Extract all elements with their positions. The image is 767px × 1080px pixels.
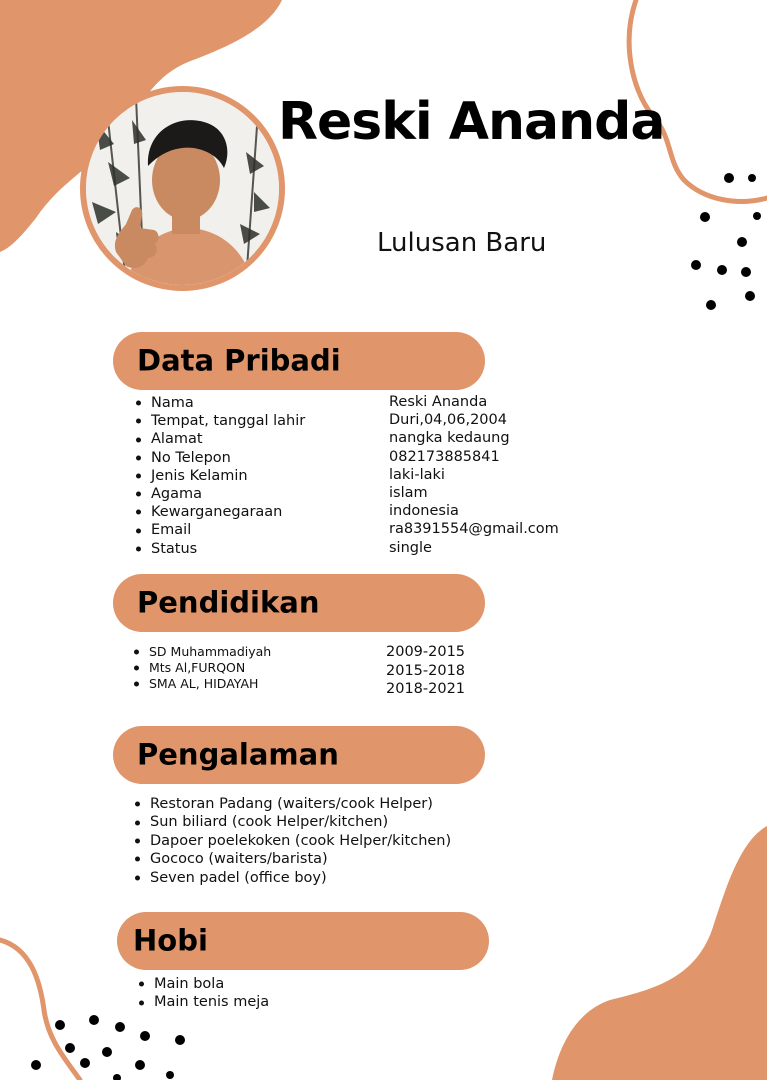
list-item: Main tenis meja — [137, 993, 269, 1011]
list-item: Tempat, tanggal lahir — [134, 412, 305, 430]
experience-list — [133, 795, 451, 887]
person-photo-icon — [86, 92, 279, 285]
value-text: laki-laki — [389, 466, 445, 483]
full-name-heading: Reski Ananda — [278, 92, 665, 152]
list-item: Status — [134, 540, 305, 558]
section-title: Pendidikan — [137, 585, 320, 620]
list-item: Mts Al,FURQON — [132, 660, 271, 676]
dots-bottom-left — [31, 1015, 185, 1080]
list-item: Agama — [134, 485, 305, 503]
year-range: 2009-2015 — [386, 644, 466, 660]
year-range: 2018-2021 — [386, 681, 466, 697]
profile-photo — [80, 86, 285, 291]
value-text: indonesia — [389, 503, 459, 520]
role-subtitle: Lulusan Baru — [377, 228, 547, 258]
value-text: single — [389, 539, 432, 556]
personal-values-list — [389, 393, 559, 557]
section-header-hobbies — [117, 912, 489, 970]
list-item: Nama — [134, 394, 305, 412]
list-item: SMA AL, HIDAYAH — [132, 676, 271, 692]
section-title: Pengalaman — [137, 737, 339, 772]
section-title: Data Pribadi — [137, 343, 341, 378]
value-text: ra8391554@gmail.com — [389, 521, 559, 538]
bottom-left-swoosh — [0, 940, 80, 1080]
value-text: 082173885841 — [389, 448, 500, 465]
hobbies-list — [137, 975, 269, 1012]
list-item: Sun biliard (cook Helper/kitchen) — [133, 813, 451, 831]
section-header-personal — [113, 332, 485, 390]
list-item: Jenis Kelamin — [134, 467, 305, 485]
section-header-experience — [113, 726, 485, 784]
list-item: Email — [134, 521, 305, 539]
value-text: Reski Ananda — [389, 394, 488, 410]
list-item: Gococo (waiters/barista) — [133, 850, 451, 868]
list-item: Kewarganegaraan — [134, 503, 305, 521]
education-years-list — [386, 643, 465, 699]
value-text: islam — [389, 485, 428, 502]
value-text: nangka kedaung — [389, 430, 510, 447]
section-header-education — [113, 574, 485, 632]
personal-labels-list — [134, 394, 305, 558]
list-item: SD Muhammadiyah — [132, 644, 271, 660]
year-range: 2015-2018 — [386, 662, 466, 679]
list-item: No Telepon — [134, 449, 305, 467]
list-item: Restoran Padang (waiters/cook Helper) — [133, 795, 451, 813]
section-title: Hobi — [133, 923, 208, 958]
list-item: Main bola — [137, 975, 269, 993]
education-list — [132, 644, 271, 692]
value-text: Duri,04,06,2004 — [389, 412, 507, 429]
list-item: Seven padel (office boy) — [133, 869, 451, 887]
list-item: Dapoer poelekoken (cook Helper/kitchen) — [133, 832, 451, 850]
list-item: Alamat — [134, 430, 305, 448]
bottom-right-blob — [552, 826, 767, 1080]
